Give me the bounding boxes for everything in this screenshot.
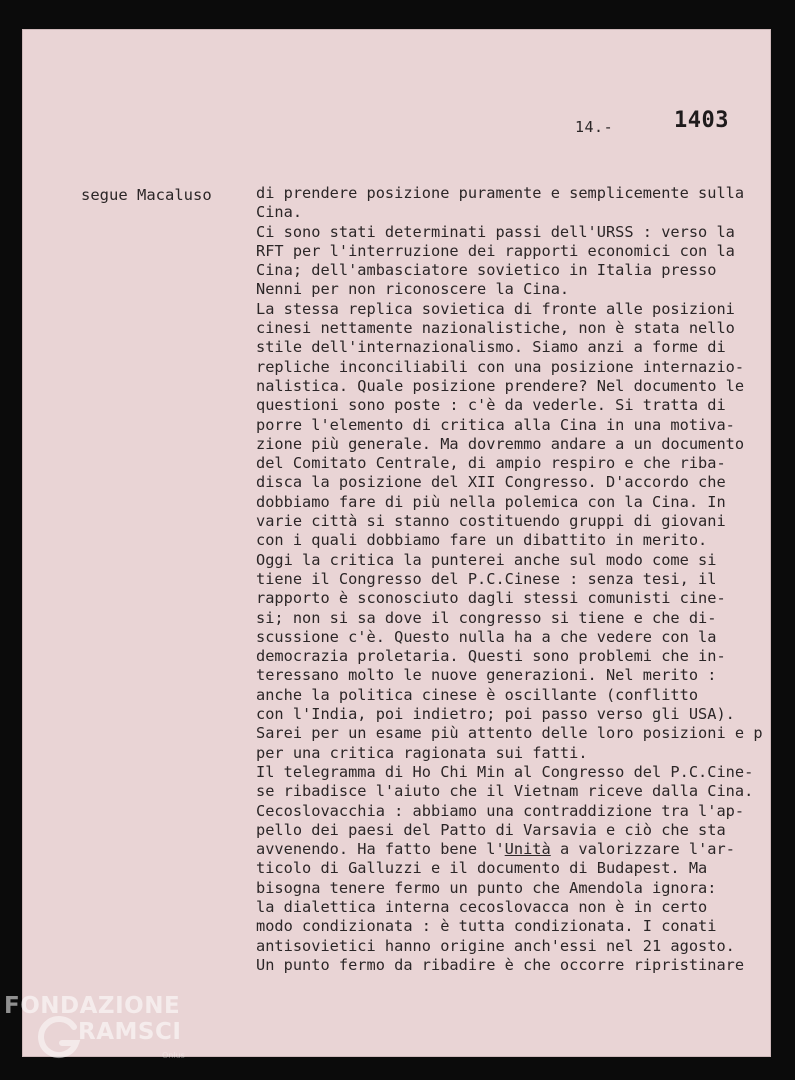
text-line: scussione c'è. Questo nulla ha a che vedere con la xyxy=(256,627,717,646)
text-line: si; non si sa dove il congresso si tiene e che di- xyxy=(256,608,717,627)
text-line: pello dei paesi del Patto di Varsavia e ciò che sta xyxy=(256,820,726,839)
text-line: Un punto fermo da ribadire è che occorre ripristinare xyxy=(256,955,745,974)
document-number: 1403 xyxy=(674,108,729,133)
text-line: per una critica ragionata sui fatti. xyxy=(256,743,588,762)
text-line: del Comitato Centrale, di ampio respiro e che riba- xyxy=(256,454,726,473)
watermark-line-1: FONDAZIONE xyxy=(4,993,181,1019)
text-line: tiene il Congresso del P.C.Cinese : senza tesi, il xyxy=(256,569,717,588)
text-line: anche la politica cinese è oscillante (conflitto xyxy=(256,685,699,704)
text-line: Ci sono stati determinati passi dell'URSS : verso la xyxy=(256,222,735,241)
text-line: democrazia proletaria. Questi sono problemi che in- xyxy=(256,647,726,666)
text-line: Sarei per un esame più attento delle loro posizioni e p xyxy=(256,724,763,743)
text-line: Cecoslovacchia : abbiamo una contraddizione tra l'ap- xyxy=(256,801,745,820)
watermark-small: Onlus xyxy=(162,1051,185,1060)
fondazione-gramsci-watermark xyxy=(4,993,204,1073)
text-line: con i quali dobbiamo fare un dibattito in merito. xyxy=(256,531,708,550)
text-line: antisovietici hanno origine anch'essi nel 21 agosto. xyxy=(256,936,735,955)
text-line: porre l'elemento di critica alla Cina in una motiva- xyxy=(256,415,735,434)
text-line: rapporto è sconosciuto dagli stessi comunisti cine- xyxy=(256,589,726,608)
text-line: Il telegramma di Ho Chi Min al Congresso del P.C.Cine- xyxy=(256,762,754,781)
text-line: Cina. xyxy=(256,203,303,222)
text-line: nalistica. Quale posizione prendere? Nel documento le xyxy=(256,376,745,395)
text-line: repliche inconciliabili con una posizione internazio- xyxy=(256,357,745,376)
text-line: cinesi nettamente nazionalistiche, non è stata nello xyxy=(256,319,735,338)
document-page xyxy=(22,29,771,1057)
body-text xyxy=(256,184,776,975)
page-number: 14.- xyxy=(575,118,614,136)
text-line: dobbiamo fare di più nella polemica con la Cina. In xyxy=(256,492,726,511)
text-line: varie città si stanno costituendo gruppi di giovani xyxy=(256,512,726,531)
text-line: RFT per l'interruzione dei rapporti economici con la xyxy=(256,241,735,260)
text-line: disca la posizione del XII Congresso. D'accordo che xyxy=(256,473,726,492)
text-line: Nenni per non riconoscere la Cina. xyxy=(256,280,570,299)
gramsci-g-logo-icon xyxy=(34,1013,82,1061)
text-line: la dialettica interna cecoslovacca non è in certo xyxy=(256,897,708,916)
text-line: teressano molto le nuove generazioni. Nel merito : xyxy=(256,666,717,685)
speaker-label: segue Macaluso xyxy=(81,186,212,204)
text-line: Oggi la critica la punterei anche sul modo come si xyxy=(256,550,717,569)
text-line: Cina; dell'ambasciatore sovietico in Italia presso xyxy=(256,261,717,280)
text-line: ticolo di Galluzzi e il documento di Budapest. Ma xyxy=(256,859,708,878)
text-line: La stessa replica sovietica di fronte alle posizioni xyxy=(256,299,735,318)
text-line xyxy=(256,840,776,859)
text-line: se ribadisce l'aiuto che il Vietnam riceve dalla Cina. xyxy=(256,782,754,801)
text-line: stile dell'internazionalismo. Siamo anzi a forme di xyxy=(256,338,726,357)
text-line: zione più generale. Ma dovremmo andare a un documento xyxy=(256,434,745,453)
underlined-word: Unità xyxy=(504,840,551,859)
text-line: questioni sono poste : c'è da vederle. Si tratta di xyxy=(256,396,726,415)
text-line: di prendere posizione puramente e semplicemente sulla xyxy=(256,184,745,202)
text-line: bisogna tenere fermo un punto che Amendola ignora: xyxy=(256,878,717,897)
watermark-line-2: RAMSCI xyxy=(78,1019,182,1045)
text-line: con l'India, poi indietro; poi passo verso gli USA). xyxy=(256,705,735,724)
text-segment: a valorizzare l'ar- xyxy=(550,840,735,859)
text-segment: avvenendo. Ha fatto bene l' xyxy=(256,840,505,859)
text-line: modo condizionata : è tutta condizionata. I conati xyxy=(256,917,717,936)
